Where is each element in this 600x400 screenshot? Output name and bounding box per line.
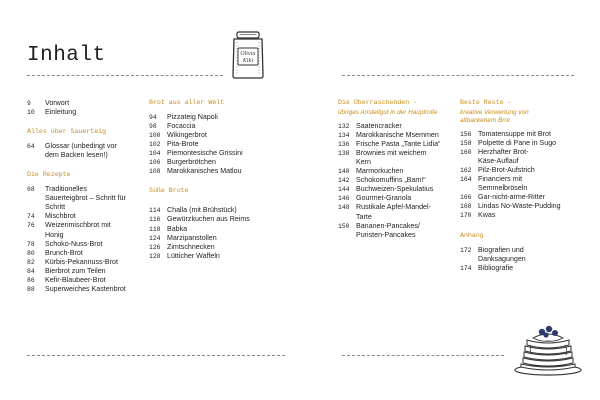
toc-entry[interactable] (27, 249, 129, 258)
toc-entry[interactable] (338, 185, 453, 194)
toc-label: Vorwort (45, 99, 70, 107)
toc-page: 134 (338, 132, 350, 140)
toc-label: Marmorkuchen (356, 167, 404, 176)
toc-page: 146 (338, 195, 350, 203)
toc-label: Bierbrot zum Teilen (45, 266, 106, 275)
toc-page: 172 (460, 246, 472, 254)
toc-page: 126 (149, 243, 161, 251)
toc-entry[interactable] (149, 234, 269, 243)
toc-label: Pilz-Brot-Aufstrich (478, 166, 535, 175)
section-heading: Die Überraschenden - (338, 99, 418, 106)
toc-entry[interactable] (338, 149, 428, 167)
toc-entry[interactable] (460, 193, 572, 202)
toc-entry[interactable] (27, 267, 129, 276)
toc-entry[interactable] (149, 158, 269, 167)
toc-entry[interactable] (149, 215, 269, 224)
toc-entry[interactable] (27, 142, 129, 160)
toc-entry[interactable] (460, 246, 572, 264)
toc-page: 144 (338, 186, 350, 194)
toc-page: 74 (27, 213, 35, 221)
toc-label: Schoko-Nuss-Brot (45, 239, 103, 248)
toc-entry[interactable] (338, 176, 453, 185)
toc-label: Piemontesische Grissini (167, 149, 243, 158)
toc-page: 76 (27, 222, 35, 230)
toc-page: 94 (149, 114, 157, 122)
toc-label: Gar-nicht-arme-Ritter (478, 193, 546, 202)
toc-label: Buchweizen-Spekulatius (356, 185, 434, 194)
toc-page: 108 (149, 168, 161, 176)
toc-page: 88 (27, 285, 35, 293)
rule-bottom-right (342, 355, 504, 356)
toc-label: Mischbrot (45, 212, 76, 221)
toc-entry[interactable] (460, 148, 536, 166)
toc-label: Brownies mit weichem Kern (356, 149, 427, 167)
rule-top-left (27, 75, 223, 76)
toc-label: Brunch-Brot (45, 248, 83, 257)
toc-entry[interactable] (149, 131, 269, 140)
toc-entry[interactable] (149, 225, 269, 234)
toc-label: Pita-Brote (167, 140, 199, 149)
toc-entry[interactable] (338, 203, 434, 221)
toc-page: 116 (149, 216, 161, 224)
toc-label: Weizenmischbrot mit Honig (45, 221, 111, 239)
toc-label: Babka (167, 224, 188, 233)
section-heading: Süße Brote (149, 187, 189, 195)
toc-column-2 (149, 98, 269, 261)
toc-label: Tomatensuppe mit Brot (478, 130, 551, 139)
section-heading: Alles über Sauerteig (27, 128, 107, 136)
toc-label: Gourmet-Granola (356, 194, 412, 203)
toc-entry[interactable] (149, 252, 269, 261)
toc-entry[interactable] (149, 149, 269, 158)
toc-label: Biografien und Danksagungen (478, 245, 526, 263)
toc-label: Challa (mit Brühstück) (167, 206, 237, 215)
toc-page: 84 (27, 267, 35, 275)
toc-entry[interactable] (460, 211, 572, 220)
toc-label: Zimtschnecken (167, 242, 215, 251)
toc-entry[interactable] (460, 166, 572, 175)
toc-entry[interactable] (338, 194, 453, 203)
toc-page: 166 (460, 194, 472, 202)
toc-label: Traditionelles Sauerteigbrot – Schritt für Schritt (45, 185, 126, 212)
toc-label: Pizzateig Napoli (167, 113, 218, 122)
toc-page: 118 (149, 225, 161, 233)
toc-entry[interactable] (27, 212, 129, 221)
toc-label: Financiers mit Semmelbröseln (478, 175, 528, 193)
toc-group-intro (27, 99, 129, 117)
toc-entry[interactable] (460, 264, 572, 273)
toc-page: 162 (460, 167, 472, 175)
toc-page: 168 (460, 203, 472, 211)
toc-label: Herzhafter Brot-Käse-Auflauf (478, 148, 529, 166)
toc-page: 9 (27, 100, 31, 107)
section-heading: Brot aus aller Welt (149, 99, 225, 106)
toc-entry[interactable] (27, 240, 129, 249)
toc-label: Polpette di Pane in Sugo (478, 139, 557, 148)
toc-label: Frische Pasta „Tante Lidia“ (356, 140, 441, 149)
toc-entry[interactable] (27, 258, 129, 267)
toc-entry[interactable] (460, 175, 538, 193)
toc-page: 10 (27, 109, 35, 117)
toc-entry[interactable] (149, 206, 269, 215)
toc-column-1 (27, 99, 129, 294)
toc-label: Marokkanisches Matlou (167, 167, 242, 176)
toc-entry[interactable] (149, 113, 269, 122)
toc-entry[interactable] (338, 122, 453, 131)
toc-entry[interactable] (149, 167, 269, 176)
toc-label: Einleitung (45, 108, 77, 117)
toc-entry[interactable] (460, 130, 572, 139)
toc-page: 114 (149, 207, 161, 215)
rule-bottom-left (27, 355, 285, 356)
toc-label: Saatencracker (356, 122, 402, 131)
toc-page: 140 (338, 168, 350, 176)
toc-label: Bibliografie (478, 263, 514, 272)
toc-page: 136 (338, 141, 350, 149)
toc-page: 138 (338, 150, 350, 158)
jar-label-line2: Kiki (242, 58, 254, 64)
section-heading: Anhang (460, 231, 484, 239)
toc-label: Lindas No-Waste-Pudding (478, 202, 561, 211)
toc-page: 150 (338, 222, 350, 230)
toc-entry[interactable] (27, 276, 129, 285)
toc-page: 158 (460, 140, 472, 148)
toc-label: Kürbis-Pekannuss-Brot (45, 257, 118, 266)
toc-page: 104 (149, 150, 161, 158)
toc-entry[interactable] (27, 108, 129, 117)
toc-label: Lütticher Waffeln (167, 251, 220, 260)
toc-page: 164 (460, 176, 472, 184)
toc-page: 142 (338, 177, 350, 185)
toc-label: Rustikale Apfel-Mandel-Tarte (356, 203, 431, 221)
toc-page: 170 (460, 212, 472, 220)
toc-column-4 (460, 98, 572, 273)
toc-label: Focaccia (167, 122, 196, 131)
toc-page: 64 (27, 143, 35, 151)
toc-label: Gewürzkuchen aus Reims (167, 215, 250, 224)
toc-page: 128 (149, 252, 161, 260)
toc-label: Superweiches Kastenbrot (45, 284, 126, 293)
toc-page: 156 (460, 131, 472, 139)
toc-entry[interactable] (27, 221, 129, 239)
toc-label: Kefir-Blaubeer-Brot (45, 275, 106, 284)
toc-label: Glossar (unbedingt vor dem Backen lesen!) (45, 142, 117, 160)
toc-page: 124 (149, 234, 161, 242)
toc-label: Schokomuffins „Bam!“ (356, 176, 426, 185)
toc-page: 80 (27, 249, 35, 257)
toc-entry[interactable] (338, 140, 453, 149)
toc-label: Bananen-Pancakes/ Puristen-Pancakes (356, 221, 420, 239)
toc-entry[interactable] (338, 222, 438, 240)
toc-page: 78 (27, 240, 35, 248)
toc-entry[interactable] (460, 139, 572, 148)
toc-page: 82 (27, 258, 35, 266)
section-heading: Die Rezepte (27, 171, 71, 179)
section-heading: Beste Reste - (460, 99, 512, 106)
toc-page: 100 (149, 132, 161, 140)
toc-page: 102 (149, 141, 161, 149)
toc-entry[interactable] (460, 202, 572, 211)
toc-page: 86 (27, 276, 35, 284)
toc-page: 174 (460, 264, 472, 272)
sourdough-jar-icon (228, 30, 268, 80)
toc-page: 148 (338, 204, 350, 212)
rule-top-right (342, 75, 574, 76)
jar-label-line1: Olivia (240, 51, 256, 57)
toc-page: 68 (27, 186, 35, 194)
toc-entry[interactable] (149, 140, 269, 149)
pancake-stack-icon (511, 318, 585, 378)
toc-page: 160 (460, 149, 472, 157)
toc-column-3 (338, 98, 453, 240)
page-title: Inhalt (27, 44, 106, 67)
toc-entry[interactable] (27, 185, 129, 212)
toc-label: Burgerbrötchen (167, 158, 216, 167)
toc-label: Kwas (478, 211, 496, 220)
toc-entry[interactable] (149, 243, 269, 252)
toc-entry[interactable] (338, 131, 453, 140)
toc-label: Marzipanstollen (167, 233, 217, 242)
toc-page: 98 (149, 123, 157, 131)
toc-entry[interactable] (338, 167, 453, 176)
section-subheading: übriges Anstellgut in der Hauptrolle (338, 109, 438, 117)
toc-entry[interactable] (27, 99, 129, 108)
toc-entry[interactable] (27, 285, 129, 294)
toc-page: 132 (338, 123, 350, 131)
section-subheading: kreative Verwertung von altbackenem Brot (460, 109, 529, 125)
toc-label: Marokkanische Msemmen (356, 131, 439, 140)
toc-entry[interactable] (149, 122, 269, 131)
toc-page: 106 (149, 159, 161, 167)
toc-label: Wikingerbrot (167, 131, 207, 140)
